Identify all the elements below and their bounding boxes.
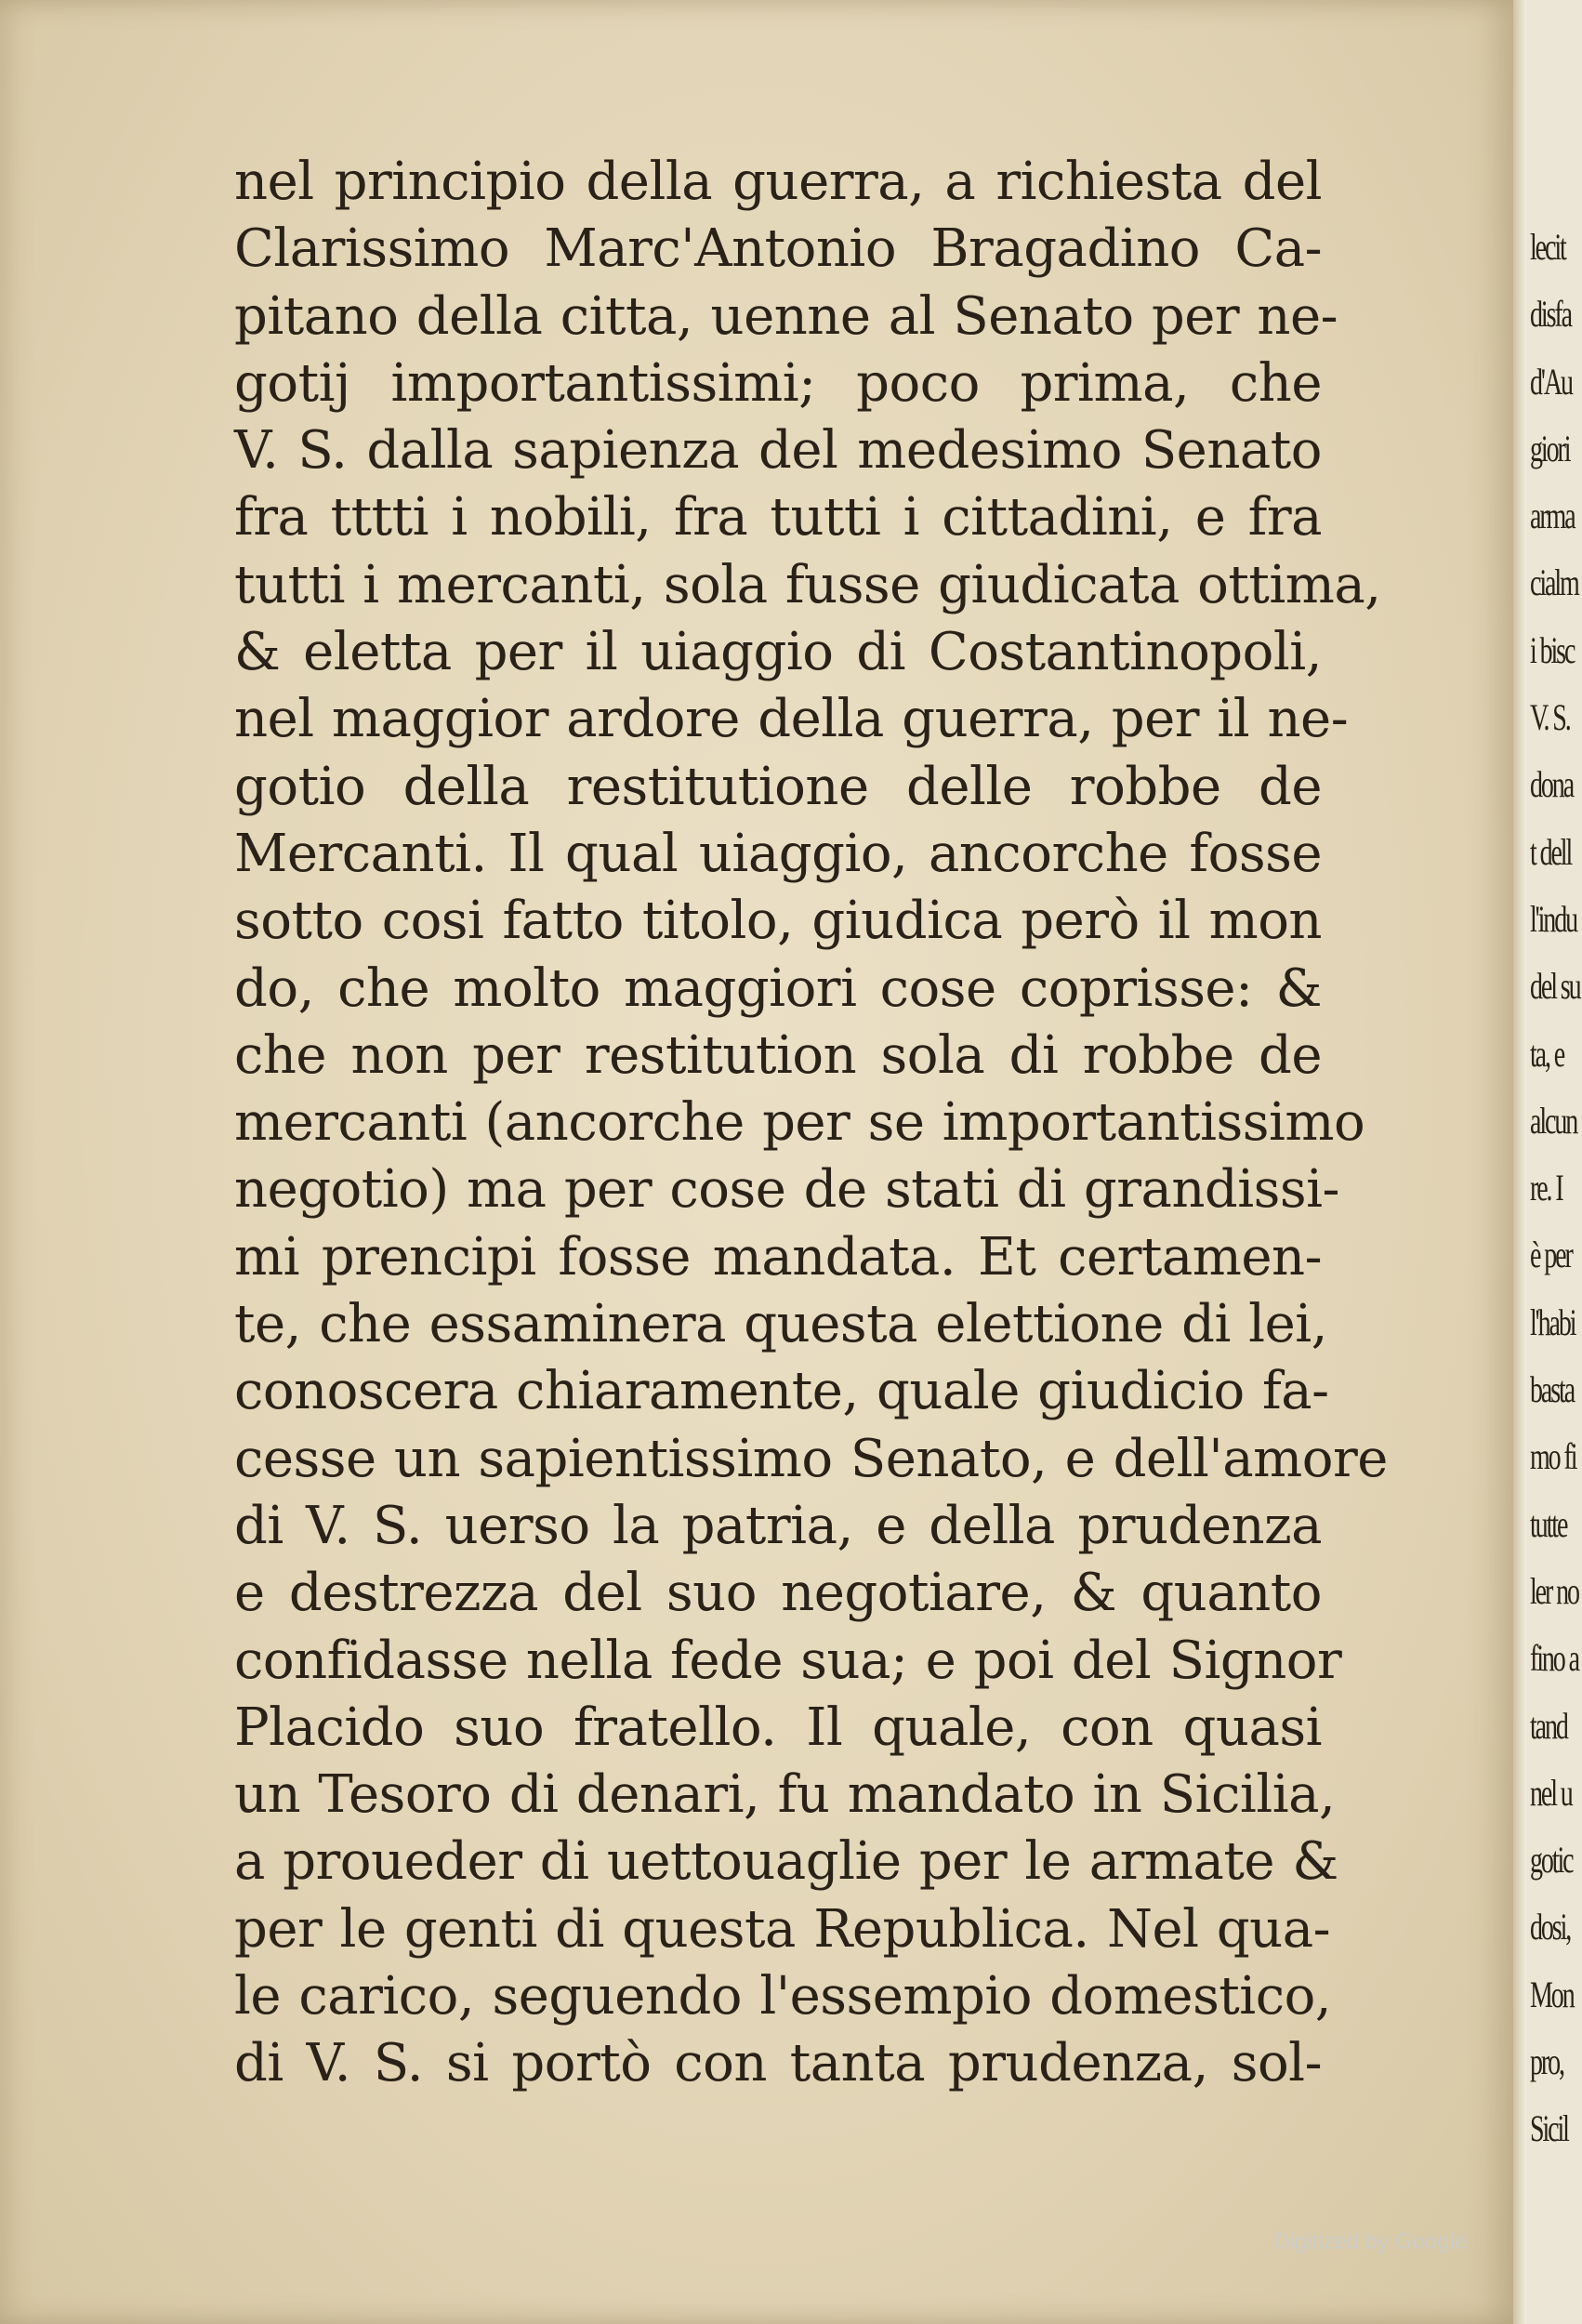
adjacent-text-fragment: tutte <box>1530 1502 1567 1545</box>
adjacent-text-fragment: Sicil <box>1530 2107 1568 2150</box>
adjacent-text-fragment: i bisc <box>1530 628 1575 671</box>
adjacent-text-fragment: mo fi <box>1530 1435 1576 1478</box>
adjacent-text-fragment: V. S. <box>1530 696 1570 739</box>
text-line: Mercanti. Il qual uiaggio, ancorche fosse <box>234 823 1322 884</box>
text-line: negotio) ma per cose de stati di grandissi- <box>234 1159 1339 1221</box>
adjacent-text-fragment: lecit <box>1530 226 1565 268</box>
adjacent-text-fragment: ta, e <box>1530 1032 1564 1075</box>
text-line: per le genti di questa Republica. Nel qua- <box>234 1898 1331 1960</box>
adjacent-text-fragment: l'indu <box>1530 897 1577 940</box>
text-line: tutti i mercanti, sola fusse giudicata ottima, <box>234 554 1381 615</box>
adjacent-text-fragment: disfa <box>1530 293 1571 336</box>
adjacent-text-fragment: ler no <box>1530 1569 1578 1612</box>
text-line: e destrezza del suo negotiare, & quanto <box>234 1563 1322 1624</box>
text-line: V. S. dalla sapienza del medesimo Senato <box>234 420 1322 482</box>
adjacent-text-fragment: basta <box>1530 1368 1575 1411</box>
text-line: di V. S. si portò con tanta prudenza, sol- <box>234 2033 1322 2094</box>
adjacent-text-fragment: dosi, <box>1530 1906 1571 1948</box>
text-line: gotij importantissimi; poco prima, che <box>234 352 1322 414</box>
text-line: sotto cosi fatto titolo, giudica però il mon <box>234 891 1322 952</box>
digitization-watermark: Digitized by Google <box>1273 2229 1468 2254</box>
text-line: nel principio della guerra, a richiesta del <box>234 152 1322 212</box>
adjacent-text-fragment: re. I <box>1530 1167 1562 1209</box>
adjacent-text-fragment: dona <box>1530 763 1574 806</box>
adjacent-page-text <box>1530 214 1582 2163</box>
adjacent-text-fragment: pro, <box>1530 2040 1563 2083</box>
adjacent-text-fragment: l'habi <box>1530 1301 1575 1343</box>
adjacent-text-fragment: fino a <box>1530 1637 1578 1680</box>
text-line: Placido suo fratello. Il quale, con quasi <box>234 1697 1322 1758</box>
adjacent-text-fragment: giori <box>1530 427 1570 469</box>
text-line: fra tttti i nobili, fra tutti i cittadini, e fra <box>234 487 1322 548</box>
text-line: Clarissimo Marc'Antonio Bragadino Ca- <box>234 218 1322 280</box>
text-line: a proueder di uettouaglie per le armate & <box>234 1831 1338 1893</box>
text-line: gotio della restitutione delle robbe de <box>234 756 1322 817</box>
text-line: confidasse nella fede sua; e poi del Signor <box>234 1630 1342 1691</box>
text-line: che non per restitution sola di robbe de <box>234 1024 1322 1086</box>
book-gutter <box>1513 0 1526 2324</box>
text-line: mercanti (ancorche per se importantissimo <box>234 1092 1365 1154</box>
adjacent-text-fragment: Mon <box>1530 1973 1574 2015</box>
adjacent-page-edge <box>1526 0 1582 2324</box>
text-line: do, che molto maggiori cose coprisse: & <box>234 957 1322 1019</box>
text-line: cesse un sapientissimo Senato, e dell'amore <box>234 1428 1388 1489</box>
text-line: conoscera chiaramente, quale giudicio fa- <box>234 1361 1329 1422</box>
adjacent-text-fragment: gotic <box>1530 1839 1573 1882</box>
adjacent-text-fragment: cialm <box>1530 561 1578 604</box>
text-line: un Tesoro di denari, fu mandato in Sicilia, <box>234 1764 1336 1826</box>
page-body-text <box>234 149 1388 2098</box>
adjacent-text-fragment: d'Au <box>1530 360 1572 403</box>
text-line: mi prencipi fosse mandata. Et certamen- <box>234 1226 1322 1287</box>
adjacent-text-fragment: t dell <box>1530 830 1572 873</box>
text-line: te, che essaminera questa elettione di lei, <box>234 1294 1327 1355</box>
text-line: le carico, seguendo l'essempio domestico, <box>234 1966 1332 2027</box>
adjacent-text-fragment: tand <box>1530 1704 1567 1747</box>
adjacent-text-fragment: del su <box>1530 965 1580 1008</box>
adjacent-text-fragment: nel u <box>1530 1771 1572 1814</box>
text-line: & eletta per il uiaggio di Costantinopoli, <box>234 622 1322 683</box>
text-line: nel maggior ardore della guerra, per il ne- <box>234 689 1349 750</box>
text-line: di V. S. uerso la patria, e della prudenza <box>234 1495 1322 1556</box>
adjacent-text-fragment: è per <box>1530 1234 1572 1276</box>
adjacent-text-fragment: arma <box>1530 495 1575 537</box>
text-line: pitano della citta, uenne al Senato per ne- <box>234 285 1338 347</box>
adjacent-text-fragment: alcun <box>1530 1099 1577 1142</box>
